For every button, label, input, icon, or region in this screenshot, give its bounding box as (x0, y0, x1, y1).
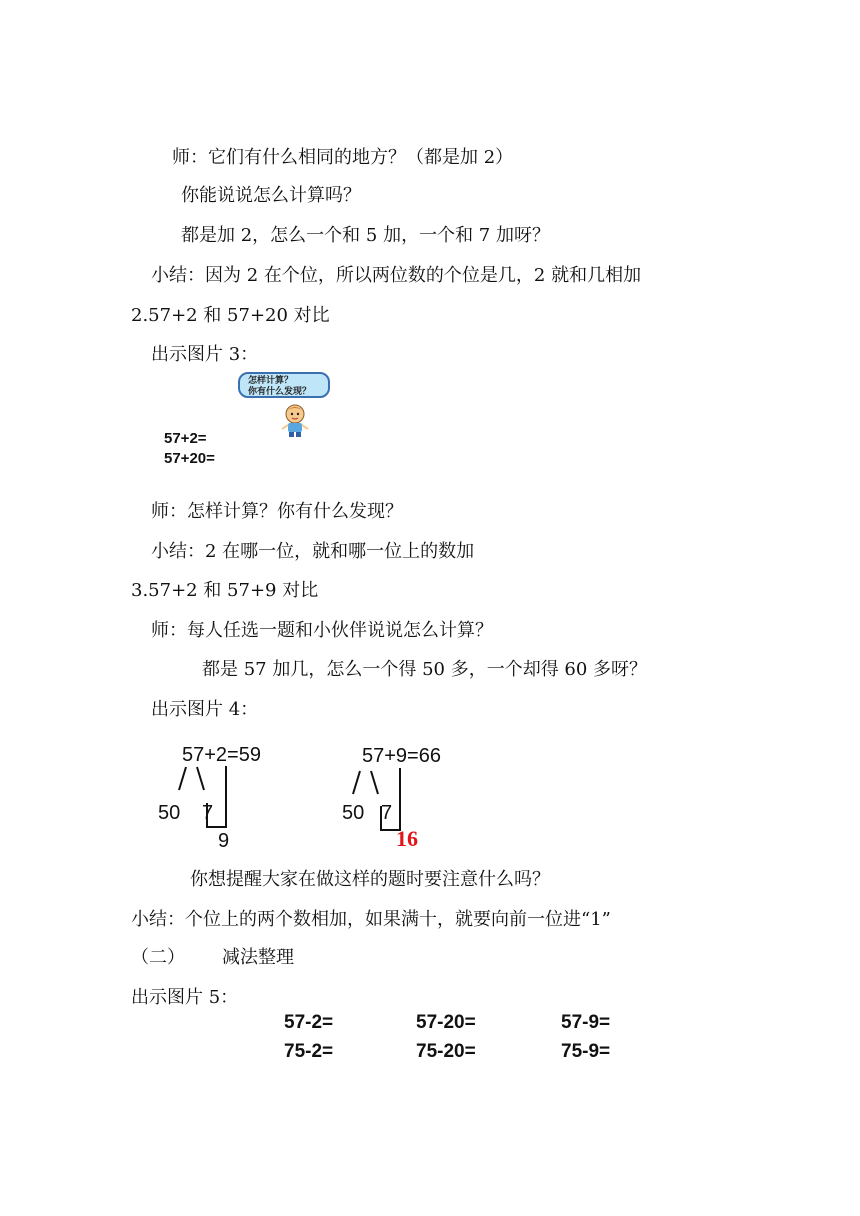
subtraction-r1c1: 57-2= (284, 1012, 334, 1033)
picture3-equation-2: 57+20= (164, 450, 215, 467)
subtraction-r2c2: 75-20= (416, 1041, 476, 1062)
teacher-choose-problem: 师：每人任选一题和小伙伴说说怎么计算？ (151, 620, 493, 641)
question-add-2-difference: 都是加 2，怎么一个和 5 加，一个和 7 加呀？ (181, 225, 550, 246)
teacher-how-calculate: 师：怎样计算？你有什么发现？ (151, 501, 403, 522)
left-equation: 57+2=59 (182, 744, 261, 766)
right-ones-sum: 16 (396, 826, 418, 851)
teacher-question-same: 师：它们有什么相同的地方？（都是加 2） (172, 147, 514, 168)
right-equation: 57+9=66 (362, 745, 441, 767)
show-picture-3-label: 出示图片 3： (151, 344, 259, 365)
summary-ones-place: 小结：因为 2 在个位，所以两位数的个位是几，2 就和几相加 (151, 265, 642, 286)
left-ones: 7 (202, 802, 214, 824)
section-heading-57-2-vs-57-20: 2.57+2 和 57+20 对比 (131, 305, 330, 326)
left-tens: 50 (158, 802, 181, 824)
question-50s-60s: 都是 57 加几，怎么一个得 50 多，一个却得 60 多呀？ (202, 659, 648, 680)
subtraction-r2c1: 75-2= (284, 1041, 334, 1062)
left-ones-sum: 9 (218, 830, 230, 852)
bubble-line-2: 你有什么发现？ (248, 387, 312, 397)
subtraction-r2c3: 75-9= (561, 1041, 611, 1062)
section-heading-57-2-vs-57-9: 3.57+2 和 57+9 对比 (131, 580, 319, 601)
subtraction-r1c3: 57-9= (561, 1012, 611, 1033)
show-picture-4-label: 出示图片 4： (151, 699, 259, 720)
question-remind-notice: 你想提醒大家在做这样的题时要注意什么吗？ (190, 869, 550, 890)
subtraction-r1c2: 57-20= (416, 1012, 476, 1033)
summary-which-place: 小结：2 在哪一位，就和哪一位上的数加 (151, 541, 475, 562)
right-ones: 7 (381, 802, 393, 824)
section-number-2: （二） (131, 947, 185, 968)
right-tens: 50 (342, 802, 365, 824)
bubble-line-1: 怎样计算？ (248, 376, 294, 386)
picture3-equation-1: 57+2= (164, 430, 207, 447)
question-how-to-calculate: 你能说说怎么计算吗？ (181, 185, 361, 206)
show-picture-5-label: 出示图片 5： (131, 987, 239, 1008)
section-title-subtraction: 减法整理 (222, 947, 294, 968)
summary-carry-one: 小结：个位上的两个数相加，如果满十，就要向前一位进“1” (131, 909, 611, 930)
